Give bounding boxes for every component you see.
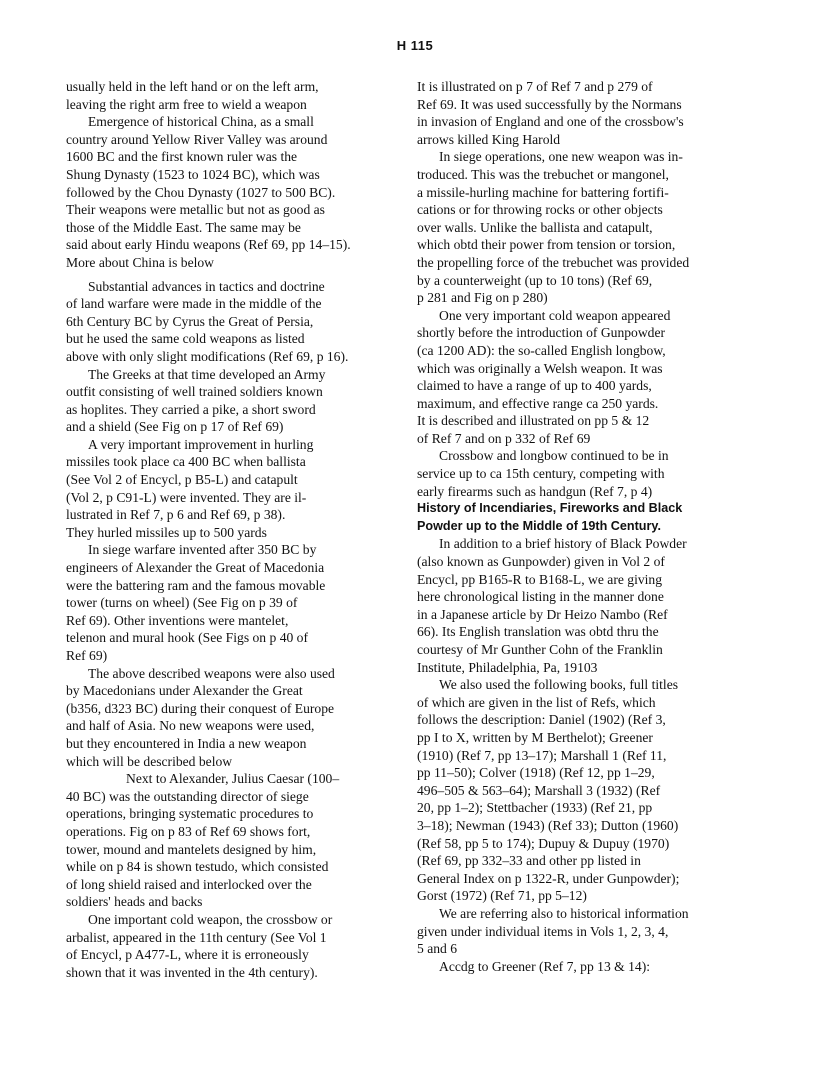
text-line: They hurled missiles up to 500 yards [66,524,267,540]
text-line: soldiers' heads and backs [66,894,203,910]
text-line: shortly before the introduction of Gunpowder [417,325,666,341]
text-line: Gorst (1972) (Ref 71, pp 5–12) [417,888,587,904]
text-line: (See Vol 2 of Encycl, p B5-L) and catapult [66,472,298,488]
text-line: p 281 and Fig on p 280) [417,290,548,306]
text-line: The above described weapons were also used [88,665,335,681]
text-line: the propelling force of the trebuchet was provided [417,254,690,270]
text-line: early firearms such as handgun (Ref 7, p 4) [417,483,653,499]
text-line: in invasion of England and one of the crossbow's [417,114,684,130]
text-line: in a Japanese article by Dr Heizo Nambo (Ref [417,606,668,622]
text-line: outfit consisting of well trained soldiers known [66,384,323,400]
text-line: as hoplites. They carried a pike, a short sword [66,401,316,417]
text-line: telenon and mural hook (See Figs on p 40 of [66,630,309,646]
text-line: One very important cold weapon appeared [439,307,671,323]
text-line: Accdg to Greener (Ref 7, pp 13 & 14): [439,958,651,974]
text-line: operations. Fig on p 83 of Ref 69 shows fort, [66,823,311,839]
text-line: arbalist, appeared in the 11th century (See Vol 1 [66,929,327,945]
text-line: claimed to have a range of up to 400 yards, [417,378,652,394]
text-line: tower (turns on wheel) (See Fig on p 39 of [66,595,298,611]
text-line: of which are given in the list of Refs, which [417,694,656,710]
text-line: arrows killed King Harold [417,131,561,147]
text-line: by Macedonians under Alexander the Great [66,683,303,699]
text-line: The Greeks at that time developed an Army [88,366,326,382]
text-line: One important cold weapon, the crossbow or [88,911,333,927]
right-column [417,78,747,975]
text-line: (b356, d323 BC) during their conquest of Europe [66,700,335,716]
left-column [66,78,396,981]
text-line: troduced. This was the trebuchet or mangonel, [417,166,669,182]
text-line: were the battering ram and the famous movable [66,577,326,593]
text-line: Institute, Philadelphia, Pa, 19103 [417,659,598,675]
text-line: It is illustrated on p 7 of Ref 7 and p 279 of [417,79,653,94]
text-line: shown that it was invented in the 4th century). [66,964,318,980]
text-line: 20, pp 1–2); Stettbacher (1933) (Ref 21, pp [417,800,653,816]
text-line: In siege operations, one new weapon was in- [439,149,683,165]
text-line: those of the Middle East. The same may be [66,219,301,235]
text-line: but they encountered in India a new weapon [66,735,307,751]
text-line: (also known as Gunpowder) given in Vol 2 of [417,554,665,570]
text-line: Next to Alexander, Julius Caesar (100– [126,771,340,787]
text-line: pp I to X, written by M Berthelot); Greener [417,729,653,745]
text-line: 40 BC) was the outstanding director of siege [66,788,309,804]
text-line: maximum, and effective range ca 250 yards. [417,395,659,411]
text-line: a missile-hurling machine for battering fortifi- [417,184,669,200]
text-line: country around Yellow River Valley was around [66,131,328,147]
text-line: 496–505 & 563–64); Marshall 3 (1932) (Ref [417,782,661,798]
text-line: courtesy of Mr Gunther Cohn of the Franklin [417,642,663,657]
section-heading-line: History of Incendiaries, Fireworks and Black [417,501,683,516]
text-line: Crossbow and longbow continued to be in [439,448,669,464]
text-line: 5 and 6 [417,941,458,957]
text-line: service up to ca 15th century, competing with [417,466,665,482]
text-line: Ref 69. It was used successfully by the Normans [417,96,682,112]
text-line: operations, bringing systematic procedures to [66,806,314,822]
text-line: by a counterweight (up to 10 tons) (Ref 69, [417,272,653,288]
text-line: We also used the following books, full titles [439,677,679,693]
text-line: Ref 69). Other inventions were mantelet, [66,612,289,628]
text-line: which obtd their power from tension or torsion, [417,237,676,253]
text-line: leaving the right arm free to wield a weapon [66,96,307,112]
text-line: Encycl, pp B165-R to B168-L, we are giving [417,571,663,587]
text-line: and half of Asia. No new weapons were used, [66,718,315,734]
text-line: tower, mound and mantelets designed by him, [66,841,317,857]
text-line: 6th Century BC by Cyrus the Great of Persia, [66,313,314,329]
text-line: More about China is below [66,254,214,270]
text-line: usually held in the left hand or on the left arm, [66,79,319,94]
text-line: (Vol 2, p C91-L) were invented. They are il- [66,489,307,505]
text-line: Shung Dynasty (1523 to 1024 BC), which was [66,166,320,182]
text-line: which was originally a Welsh weapon. It was [417,360,663,376]
text-line: of long shield raised and interlocked over the [66,876,312,892]
text-line: Their weapons were metallic but not as good as [66,202,325,218]
text-line: said about early Hindu weapons (Ref 69, pp 14–15). [66,237,351,253]
text-line: In addition to a brief history of Black Powder [439,536,687,552]
text-line: engineers of Alexander the Great of Macedonia [66,560,325,576]
text-line: and a shield (See Fig on p 17 of Ref 69) [66,419,284,435]
text-line: above with only slight modifications (Ref 69, p 16). [66,348,349,364]
text-line: follows the description: Daniel (1902) (Ref 3, [417,712,666,728]
text-line: missiles took place ca 400 BC when ballista [66,454,306,470]
text-line: Ref 69) [66,648,108,663]
text-line: pp 11–50); Colver (1918) (Ref 12, pp 1–29, [417,765,655,781]
text-line: 3–18); Newman (1943) (Ref 33); Dutton (1960) [417,817,679,833]
text-line: over walls. Unlike the ballista and catapult, [417,219,653,235]
text-line: A very important improvement in hurling [88,436,314,452]
text-line: (Ref 58, pp 5 to 174); Dupuy & Dupuy (1970) [417,835,670,851]
text-line: Emergence of historical China, as a small [88,114,314,130]
text-line: but he used the same cold weapons as listed [66,331,305,347]
text-line: (Ref 69, pp 332–33 and other pp listed in [417,853,641,869]
text-line: It is described and illustrated on pp 5 & 12 [417,413,650,429]
text-line: of land warfare were made in the middle of the [66,296,322,312]
text-line: lustrated in Ref 7, p 6 and Ref 69, p 38). [66,507,286,523]
page-number-header: H 115 [396,38,434,53]
text-line: followed by the Chou Dynasty (1027 to 500 BC). [66,184,336,200]
text-line: of Encycl, p A477-L, where it is erroneously [66,947,309,963]
text-line: which will be described below [66,753,233,769]
section-heading-line: Powder up to the Middle of 19th Century. [417,518,661,533]
text-line: In siege warfare invented after 350 BC by [88,542,317,558]
text-line: We are referring also to historical information [439,905,689,921]
text-line: General Index on p 1322-R, under Gunpowder); [417,870,680,886]
text-line: while on p 84 is shown testudo, which consisted [66,859,329,875]
text-line: cations or for throwing rocks or other objects [417,202,663,218]
text-line: (1910) (Ref 7, pp 13–17); Marshall 1 (Ref 11, [417,747,667,763]
text-line: Substantial advances in tactics and doctrine [88,278,325,294]
text-line: given under individual items in Vols 1, 2, 3, 4, [417,923,669,939]
text-line: 66). Its English translation was obtd thru the [417,624,659,640]
text-line: (ca 1200 AD): the so-called English longbow, [417,342,666,358]
text-line: of Ref 7 and on p 332 of Ref 69 [417,430,591,446]
text-line: here chronological listing in the manner done [417,589,664,605]
text-line: 1600 BC and the first known ruler was the [66,149,298,165]
